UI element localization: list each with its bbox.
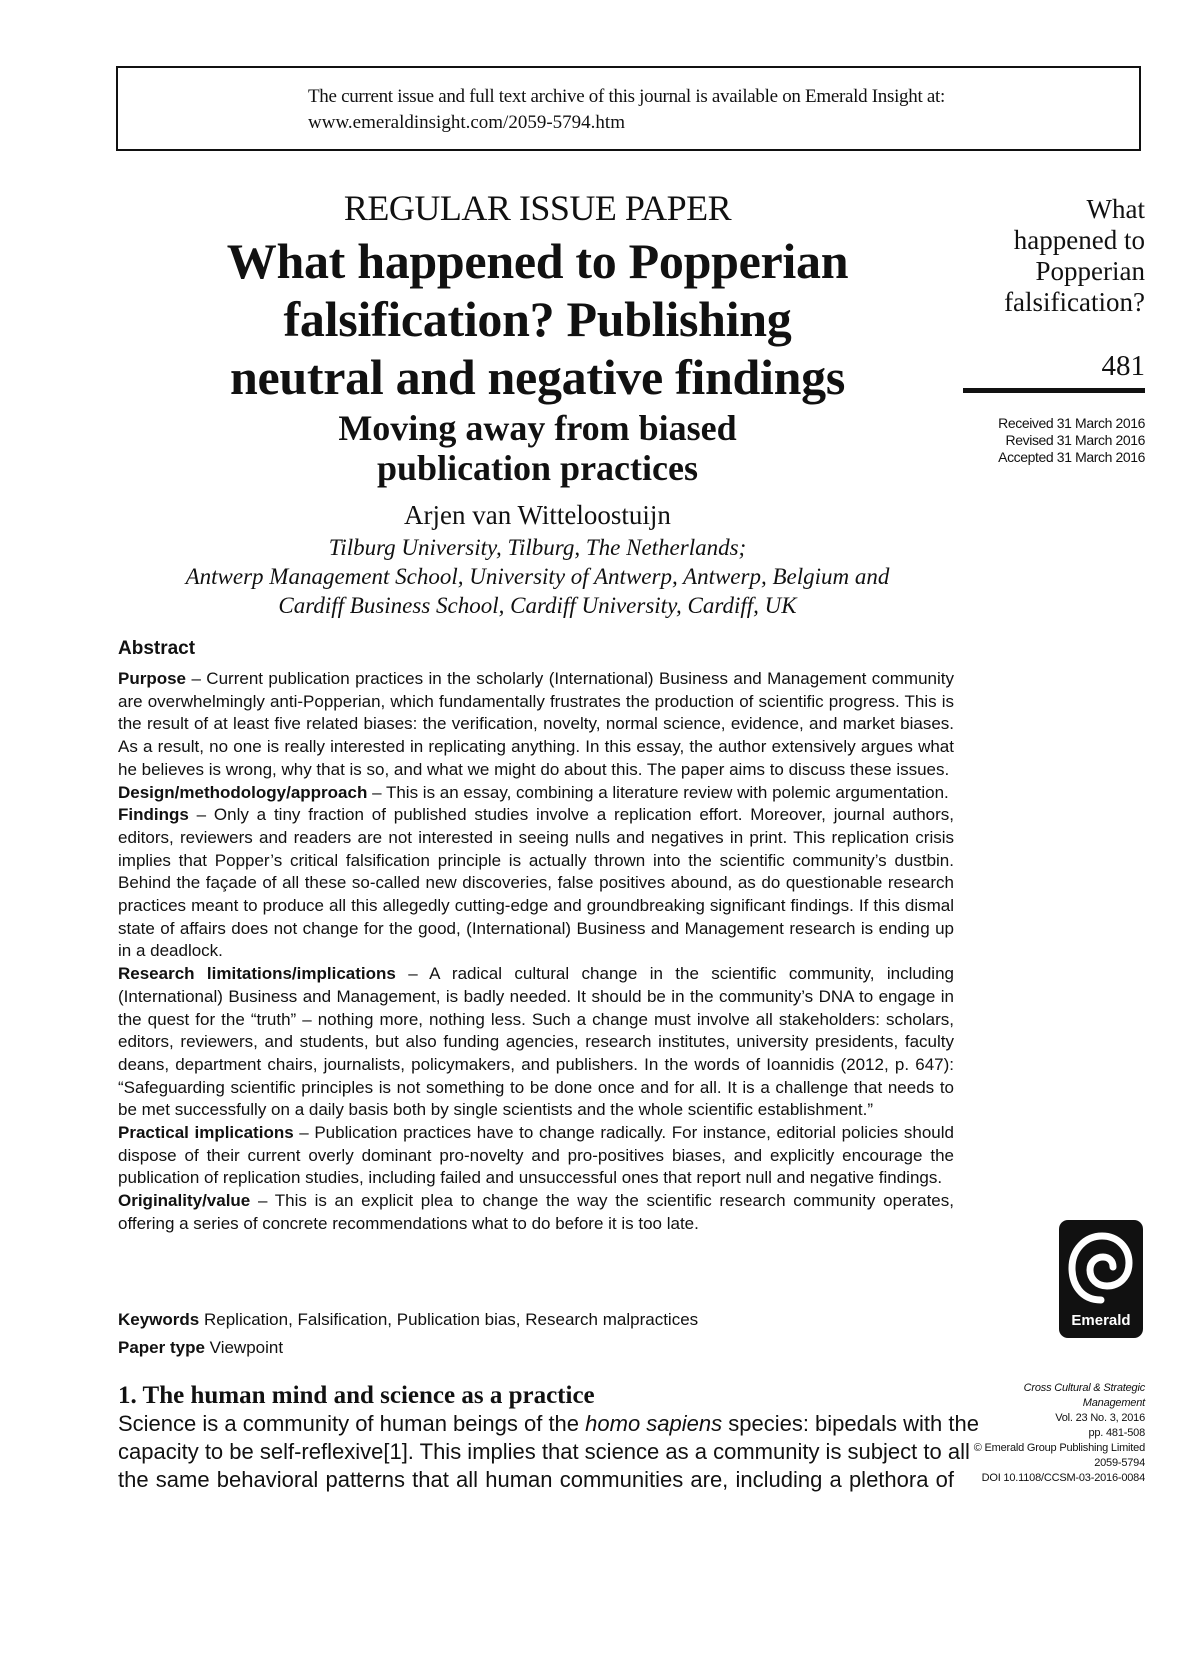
abstract-section-practical xyxy=(118,1122,954,1190)
body-text-italic: homo sapiens xyxy=(585,1411,723,1436)
affiliation-line: Tilburg University, Tilburg, The Netherlands; xyxy=(328,535,747,560)
running-head-line: Popperian xyxy=(1035,256,1145,286)
abstract-heading: Abstract xyxy=(118,638,196,659)
abstract-text: – Publication practices have to change radically. For instance, editorial policies should dispose of their current overly dominant pro-novelty and pro-positives biases, and explicitly encourage the publication of replication studies, including failed and unsuccessful ones that report null and negative findings. xyxy=(118,1123,954,1188)
abstract-label: Design/methodology/approach xyxy=(118,782,368,802)
abstract-label: Research limitations/implications xyxy=(118,964,396,984)
title-line: What happened to Popperian xyxy=(226,233,849,289)
abstract-text: – Only a tiny fraction of published studies involve a replication effort. Moreover, journal authors, editors, reviewers and readers are not interested in seeing nulls and negatives in print. This replication crisis implies that Popper’s critical falsification principle is actually thrown into the scientific community’s dustbin. Behind the façade of all these so-called new discoveries, false positives abound, as do questionable research practices meant to produce all this allegedly cutting-edge and groundbreaking significant findings. If this dismal state of affairs does not change for the good, (International) Business and Management research is ending up in a deadlock. xyxy=(118,805,954,961)
paper-type-value: Viewpoint xyxy=(209,1338,284,1357)
running-head-line: falsification? xyxy=(1004,287,1145,317)
title-line: neutral and negative findings xyxy=(229,349,845,405)
running-head-line: What xyxy=(1086,194,1145,224)
abstract-label: Purpose xyxy=(118,669,187,688)
journal-url-link[interactable]: www.emeraldinsight.com/2059-5794.htm xyxy=(308,112,625,133)
affiliation-line: Antwerp Management School, University of Antwerp, Antwerp, Belgium and xyxy=(185,564,890,589)
keywords-value: Replication, Falsification, Publication bias, Research malpractices xyxy=(203,1310,699,1329)
abstract-section-purpose xyxy=(118,668,954,782)
body-paragraph xyxy=(118,1410,979,1494)
body-line xyxy=(118,1410,979,1438)
abstract-text: – This is an explicit plea to change the way the scientific research community operates, offering a series of concrete recommendations what to do before it is too late. xyxy=(118,1191,954,1233)
abstract-section-findings xyxy=(118,804,954,963)
paper-type xyxy=(118,1338,283,1358)
journal-availability-notice xyxy=(116,66,1141,151)
keywords xyxy=(118,1310,698,1330)
author-affiliation xyxy=(100,533,975,620)
running-head-title xyxy=(960,194,1145,318)
received-date: Received 31 March 2016 xyxy=(998,415,1145,431)
subtitle-line: Moving away from biased xyxy=(338,408,737,448)
journal-name: Management xyxy=(1082,1397,1145,1409)
publication-dates xyxy=(960,415,1145,466)
journal-doi: DOI 10.1108/CCSM-03-2016-0084 xyxy=(981,1472,1145,1484)
author-name: Arjen van Witteloostuijn xyxy=(404,500,671,530)
paper-type-label: Paper type xyxy=(118,1338,205,1357)
abstract-section-limitations xyxy=(118,963,954,1122)
paper-subtitle xyxy=(200,408,875,488)
emerald-swirl-icon xyxy=(1066,1228,1136,1308)
issue-type-label: REGULAR ISSUE PAPER xyxy=(343,188,732,228)
journal-copyright: © Emerald Group Publishing Limited xyxy=(973,1442,1145,1454)
page-number: 481 xyxy=(1101,350,1145,382)
abstract-label: Findings xyxy=(118,805,189,825)
title-line: falsification? Publishing xyxy=(283,291,792,347)
journal-pages: pp. 481-508 xyxy=(1088,1427,1145,1439)
abstract-text: – Current publication practices in the scholarly (International) Business and Management community are overwhelmingly anti-Popperian, which fundamentally frustrates the production of scientific progress. This is the result of at least five related biases: the verification, novelty, normal science, evidence, and market biases. As a result, no one is really interested in replicating anything. In this essay, the author extensively argues what he believes is wrong, why that is so, and what we might do about this. The paper aims to discuss these issues. xyxy=(118,669,954,779)
journal-citation-info xyxy=(960,1381,1145,1486)
revised-date: Revised 31 March 2016 xyxy=(1005,432,1145,448)
running-head-line: happened to xyxy=(1013,225,1145,255)
abstract-text: – This is an essay, combining a literature review with polemic argumentation. xyxy=(367,782,949,802)
accepted-date: Accepted 31 March 2016 xyxy=(998,449,1145,465)
margin-divider xyxy=(963,388,1145,393)
abstract-text: – A radical cultural change in the scientific community, including (International) Business and Management, is badly needed. It should be in the community’s DNA to engage in the quest for the “truth” – nothing more, nothing less. Such a change must involve all stakeholders: scholars, editors, reviewers, and students, but also funding agencies, research institutes, university presidents, faculty deans, department chairs, journalists, policymakers, and publishers. In the words of Ioannidis (2012, p. 647): “Safeguarding scientific principles is not something to be done once and for all. It is a challenge that needs to be met successfully on a daily basis both by single scientists and the whole scientific establishment.” xyxy=(118,964,954,1120)
abstract-section-originality xyxy=(118,1190,954,1235)
abstract-body xyxy=(118,668,954,1236)
affiliation-line: Cardiff Business School, Cardiff University, Cardiff, UK xyxy=(278,593,797,618)
notice-text: The current issue and full text archive of this journal is available on Emerald Insight at: xyxy=(308,86,945,107)
journal-issn: 2059-5794 xyxy=(1094,1457,1145,1469)
body-text-segment: Science is a community of human beings of the xyxy=(118,1411,586,1436)
section-heading: 1. The human mind and science as a practice xyxy=(118,1382,595,1409)
abstract-label: Originality/value xyxy=(118,1191,251,1211)
logo-wordmark: Emerald xyxy=(1071,1312,1131,1329)
keywords-label: Keywords xyxy=(118,1310,200,1329)
journal-volume: Vol. 23 No. 3, 2016 xyxy=(1055,1412,1145,1424)
abstract-section-design xyxy=(118,782,954,805)
body-line: the same behavioral patterns that all human communities are, including a plethora of xyxy=(118,1467,954,1492)
body-text-segment: species: bipedals with the xyxy=(722,1411,979,1436)
abstract-label: Practical implications xyxy=(118,1123,294,1143)
emerald-logo xyxy=(1059,1220,1143,1338)
body-line: capacity to be self-reflexive[1]. This implies that science as a community is subject to all xyxy=(118,1439,970,1464)
paper-title xyxy=(120,232,955,406)
journal-name: Cross Cultural & Strategic xyxy=(1023,1382,1145,1394)
subtitle-line: publication practices xyxy=(377,448,698,488)
